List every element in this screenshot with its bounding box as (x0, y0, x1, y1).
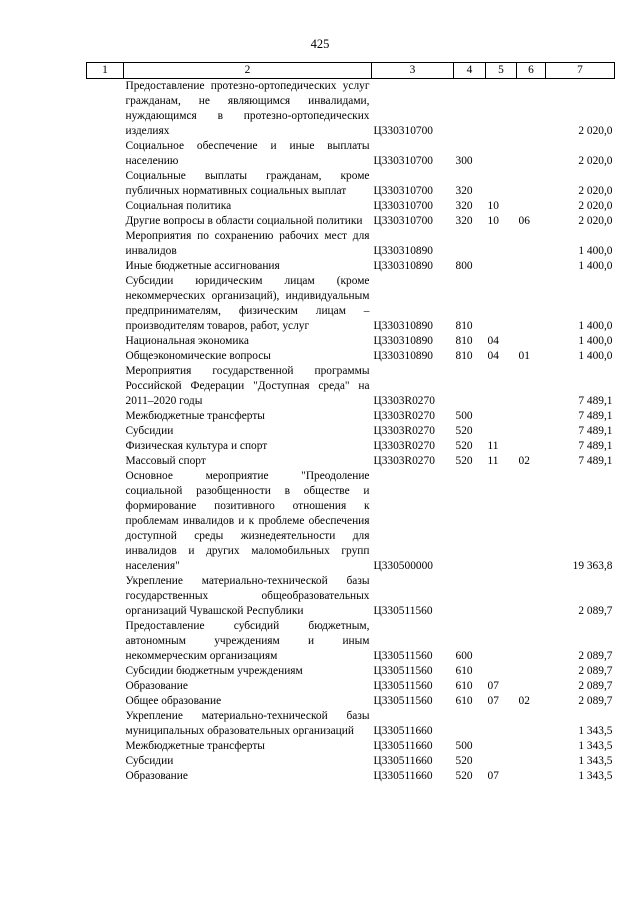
row-expense-type (454, 709, 486, 739)
table-row (87, 694, 615, 709)
row-section (486, 139, 517, 169)
row-code: Ц330500000 (373, 560, 433, 572)
row-expense-type: 520 (455, 755, 473, 767)
row-expense-type (454, 469, 486, 574)
cell-col1 (87, 439, 124, 454)
row-code: Ц330310700 (373, 200, 433, 212)
row-name: Другие вопросы в области социальной политики (125, 215, 363, 227)
budget-table (86, 62, 615, 784)
row-subsection (517, 409, 546, 424)
row-section: 07 (487, 770, 499, 782)
cell-col1 (87, 754, 124, 769)
cell-col1 (87, 694, 124, 709)
row-name: Общеэкономические вопросы (125, 350, 271, 362)
table-row (87, 454, 615, 469)
row-section: 11 (487, 455, 499, 467)
row-expense-type: 320 (455, 215, 473, 227)
row-section: 10 (487, 200, 499, 212)
cell-col1 (87, 214, 124, 229)
cell-col1 (87, 229, 124, 259)
row-name: Укрепление материально-технической базы муниципальных образовательных организаций (125, 710, 370, 737)
table-row (87, 469, 615, 574)
table-row (87, 679, 615, 694)
cell-col1 (87, 619, 124, 664)
row-code: Ц3303R0270 (373, 440, 435, 452)
row-expense-type: 520 (455, 425, 473, 437)
cell-col1 (87, 274, 124, 334)
row-name: Иные бюджетные ассигнования (125, 260, 280, 272)
column-header-5: 5 (486, 63, 517, 79)
row-code: Ц3303R0270 (373, 425, 435, 437)
row-section (486, 739, 517, 754)
row-subsection (517, 664, 546, 679)
page-number: 425 (310, 37, 330, 51)
row-name: Физическая культура и спорт (125, 440, 268, 452)
row-name: Мероприятия по сохранению рабочих мест для инвалидов (125, 230, 370, 257)
row-code: Ц330310890 (373, 350, 433, 362)
row-subsection (517, 79, 546, 140)
table-row (87, 334, 615, 349)
row-name: Предоставление протезно-ортопедических услуг гражданам, не являющимся инвалидами, нуждающимся в протезно-ортопедических изделиях (125, 80, 370, 137)
row-amount: 1 400,0 (578, 245, 613, 257)
row-name: Образование (125, 770, 188, 782)
row-code: Ц330511660 (373, 725, 433, 737)
row-subsection (517, 709, 546, 739)
row-section: 07 (487, 680, 499, 692)
row-amount: 2 089,7 (578, 680, 613, 692)
row-code: Ц330511660 (373, 770, 433, 782)
row-expense-type: 320 (455, 200, 473, 212)
column-header-2: 2 (124, 63, 372, 79)
row-code: Ц3303R0270 (373, 410, 435, 422)
row-amount: 1 343,5 (578, 725, 613, 737)
row-subsection (517, 739, 546, 754)
row-name: Предоставление субсидий бюджетным, автономным учреждениям и иным некоммерческим организациям (125, 620, 370, 662)
column-header-1: 1 (87, 63, 124, 79)
row-expense-type (454, 79, 486, 140)
row-name: Основное мероприятие "Преодоление социальной разобщенности в обществе и формирование позитивного отношения к проблемам инвалидов и к проблеме обеспечения доступной среды жизнедеятельности для инвалидов и других маломобильных групп населения" (125, 470, 370, 572)
row-code: Ц330310890 (373, 320, 433, 332)
row-subsection (517, 754, 546, 769)
row-subsection (517, 364, 546, 409)
row-amount: 2 089,7 (578, 605, 613, 617)
row-subsection (517, 769, 546, 784)
row-section (486, 574, 517, 619)
row-code: Ц330310890 (373, 260, 433, 272)
row-name: Массовый спорт (125, 455, 206, 467)
row-amount: 19 363,8 (572, 560, 613, 572)
table-row (87, 439, 615, 454)
row-expense-type: 810 (455, 335, 473, 347)
row-name: Укрепление материально-технической базы государственных общеобразовательных организаций Чувашской Республики (125, 575, 370, 617)
table-row (87, 409, 615, 424)
row-amount: 1 343,5 (578, 740, 613, 752)
row-amount: 7 489,1 (578, 425, 613, 437)
row-expense-type: 610 (455, 695, 473, 707)
row-code: Ц3303R0270 (373, 395, 435, 407)
row-subsection (517, 679, 546, 694)
table-row (87, 229, 615, 259)
table-row (87, 259, 615, 274)
row-subsection (517, 439, 546, 454)
row-subsection (517, 259, 546, 274)
table-row (87, 619, 615, 664)
row-expense-type: 810 (455, 320, 473, 332)
table-row (87, 139, 615, 169)
column-header-4: 4 (454, 63, 486, 79)
row-subsection (517, 229, 546, 259)
row-expense-type: 800 (455, 260, 473, 272)
cell-col1 (87, 739, 124, 754)
row-name: Мероприятия государственной программы Российской Федерации "Доступная среда" на 2011–2020 годы (125, 365, 370, 407)
row-expense-type: 520 (455, 770, 473, 782)
row-code: Ц330511560 (373, 605, 433, 617)
column-header-3: 3 (372, 63, 454, 79)
row-amount: 7 489,1 (578, 395, 613, 407)
row-expense-type: 320 (455, 185, 473, 197)
row-name: Социальное обеспечение и иные выплаты населению (125, 140, 370, 167)
row-section (486, 619, 517, 664)
table-row (87, 739, 615, 754)
row-amount: 2 020,0 (578, 125, 613, 137)
row-subsection (517, 199, 546, 214)
row-expense-type: 610 (455, 680, 473, 692)
cell-col1 (87, 469, 124, 574)
table-row (87, 169, 615, 199)
row-expense-type (454, 574, 486, 619)
cell-col1 (87, 259, 124, 274)
row-expense-type: 300 (455, 155, 473, 167)
row-section (486, 229, 517, 259)
table-row (87, 214, 615, 229)
row-code: Ц330310700 (373, 155, 433, 167)
row-expense-type: 500 (455, 410, 473, 422)
row-amount: 7 489,1 (578, 455, 613, 467)
row-amount: 2 020,0 (578, 155, 613, 167)
row-subsection: 06 (518, 215, 530, 227)
row-name: Социальные выплаты гражданам, кроме публичных нормативных социальных выплат (125, 170, 370, 197)
row-code: Ц330511560 (373, 665, 433, 677)
cell-col1 (87, 169, 124, 199)
row-name: Субсидии (125, 755, 174, 767)
row-section (486, 169, 517, 199)
row-name: Общее образование (125, 695, 222, 707)
cell-col1 (87, 139, 124, 169)
row-code: Ц330310700 (373, 125, 433, 137)
row-amount: 2 089,7 (578, 650, 613, 662)
row-expense-type: 520 (455, 440, 473, 452)
row-section (486, 424, 517, 439)
table-row (87, 754, 615, 769)
row-name: Межбюджетные трансферты (125, 740, 265, 752)
cell-col1 (87, 334, 124, 349)
row-code: Ц330511660 (373, 755, 433, 767)
row-section: 10 (487, 215, 499, 227)
row-code: Ц330310890 (373, 335, 433, 347)
row-amount: 2 089,7 (578, 695, 613, 707)
row-section: 04 (487, 335, 499, 347)
row-subsection (517, 274, 546, 334)
row-amount: 1 400,0 (578, 335, 613, 347)
row-section: 07 (487, 695, 499, 707)
row-section: 04 (487, 350, 499, 362)
table-row (87, 664, 615, 679)
row-section (486, 274, 517, 334)
row-subsection: 02 (518, 455, 530, 467)
cell-col1 (87, 454, 124, 469)
column-header-6: 6 (517, 63, 546, 79)
row-code: Ц330511560 (373, 650, 433, 662)
table-header-row (87, 63, 615, 79)
table-row (87, 349, 615, 364)
row-amount: 2 020,0 (578, 200, 613, 212)
table-row (87, 709, 615, 739)
row-subsection: 02 (518, 695, 530, 707)
row-section: 11 (487, 440, 499, 452)
cell-col1 (87, 409, 124, 424)
row-name: Субсидии (125, 425, 174, 437)
row-amount: 1 400,0 (578, 260, 613, 272)
row-subsection (517, 169, 546, 199)
table-row (87, 199, 615, 214)
row-code: Ц330511560 (373, 680, 433, 692)
row-expense-type: 500 (455, 740, 473, 752)
cell-col1 (87, 664, 124, 679)
cell-col1 (87, 769, 124, 784)
row-amount: 1 343,5 (578, 755, 613, 767)
row-name: Образование (125, 680, 188, 692)
cell-col1 (87, 364, 124, 409)
row-section (486, 364, 517, 409)
cell-col1 (87, 199, 124, 214)
row-section (486, 664, 517, 679)
row-section (486, 259, 517, 274)
row-code: Ц3303R0270 (373, 455, 435, 467)
row-name: Социальная политика (125, 200, 232, 212)
row-name: Национальная экономика (125, 335, 249, 347)
row-amount: 1 400,0 (578, 320, 613, 332)
row-expense-type: 810 (455, 350, 473, 362)
row-expense-type (454, 229, 486, 259)
row-subsection (517, 424, 546, 439)
row-code: Ц330511560 (373, 695, 433, 707)
row-amount: 7 489,1 (578, 440, 613, 452)
row-subsection (517, 334, 546, 349)
column-header-7: 7 (546, 63, 615, 79)
row-amount: 7 489,1 (578, 410, 613, 422)
row-code: Ц330310700 (373, 185, 433, 197)
row-subsection: 01 (518, 350, 530, 362)
row-name: Межбюджетные трансферты (125, 410, 265, 422)
table-row (87, 79, 615, 140)
row-expense-type: 610 (455, 665, 473, 677)
row-section (486, 754, 517, 769)
table-row (87, 574, 615, 619)
row-expense-type: 520 (455, 455, 473, 467)
row-subsection (517, 469, 546, 574)
row-amount: 2 020,0 (578, 185, 613, 197)
row-code: Ц330511660 (373, 740, 433, 752)
row-section (486, 79, 517, 140)
row-name: Субсидии бюджетным учреждениям (125, 665, 303, 677)
row-section (486, 469, 517, 574)
cell-col1 (87, 574, 124, 619)
row-code: Ц330310890 (373, 245, 433, 257)
table-row (87, 424, 615, 439)
row-subsection (517, 619, 546, 664)
row-amount: 1 343,5 (578, 770, 613, 782)
row-code: Ц330310700 (373, 215, 433, 227)
row-subsection (517, 574, 546, 619)
row-expense-type: 600 (455, 650, 473, 662)
row-amount: 2 089,7 (578, 665, 613, 677)
row-expense-type (454, 364, 486, 409)
row-section (486, 709, 517, 739)
cell-col1 (87, 349, 124, 364)
table-row (87, 364, 615, 409)
row-amount: 2 020,0 (578, 215, 613, 227)
row-section (486, 409, 517, 424)
cell-col1 (87, 679, 124, 694)
table-row (87, 769, 615, 784)
cell-col1 (87, 424, 124, 439)
cell-col1 (87, 709, 124, 739)
row-name: Субсидии юридическим лицам (кроме некоммерческих организаций), индивидуальным предпринимателям, физическим лицам – производителям товаров, работ, услуг (125, 275, 370, 332)
row-subsection (517, 139, 546, 169)
table-row (87, 274, 615, 334)
table-body (87, 79, 615, 785)
cell-col1 (87, 79, 124, 140)
row-amount: 1 400,0 (578, 350, 613, 362)
